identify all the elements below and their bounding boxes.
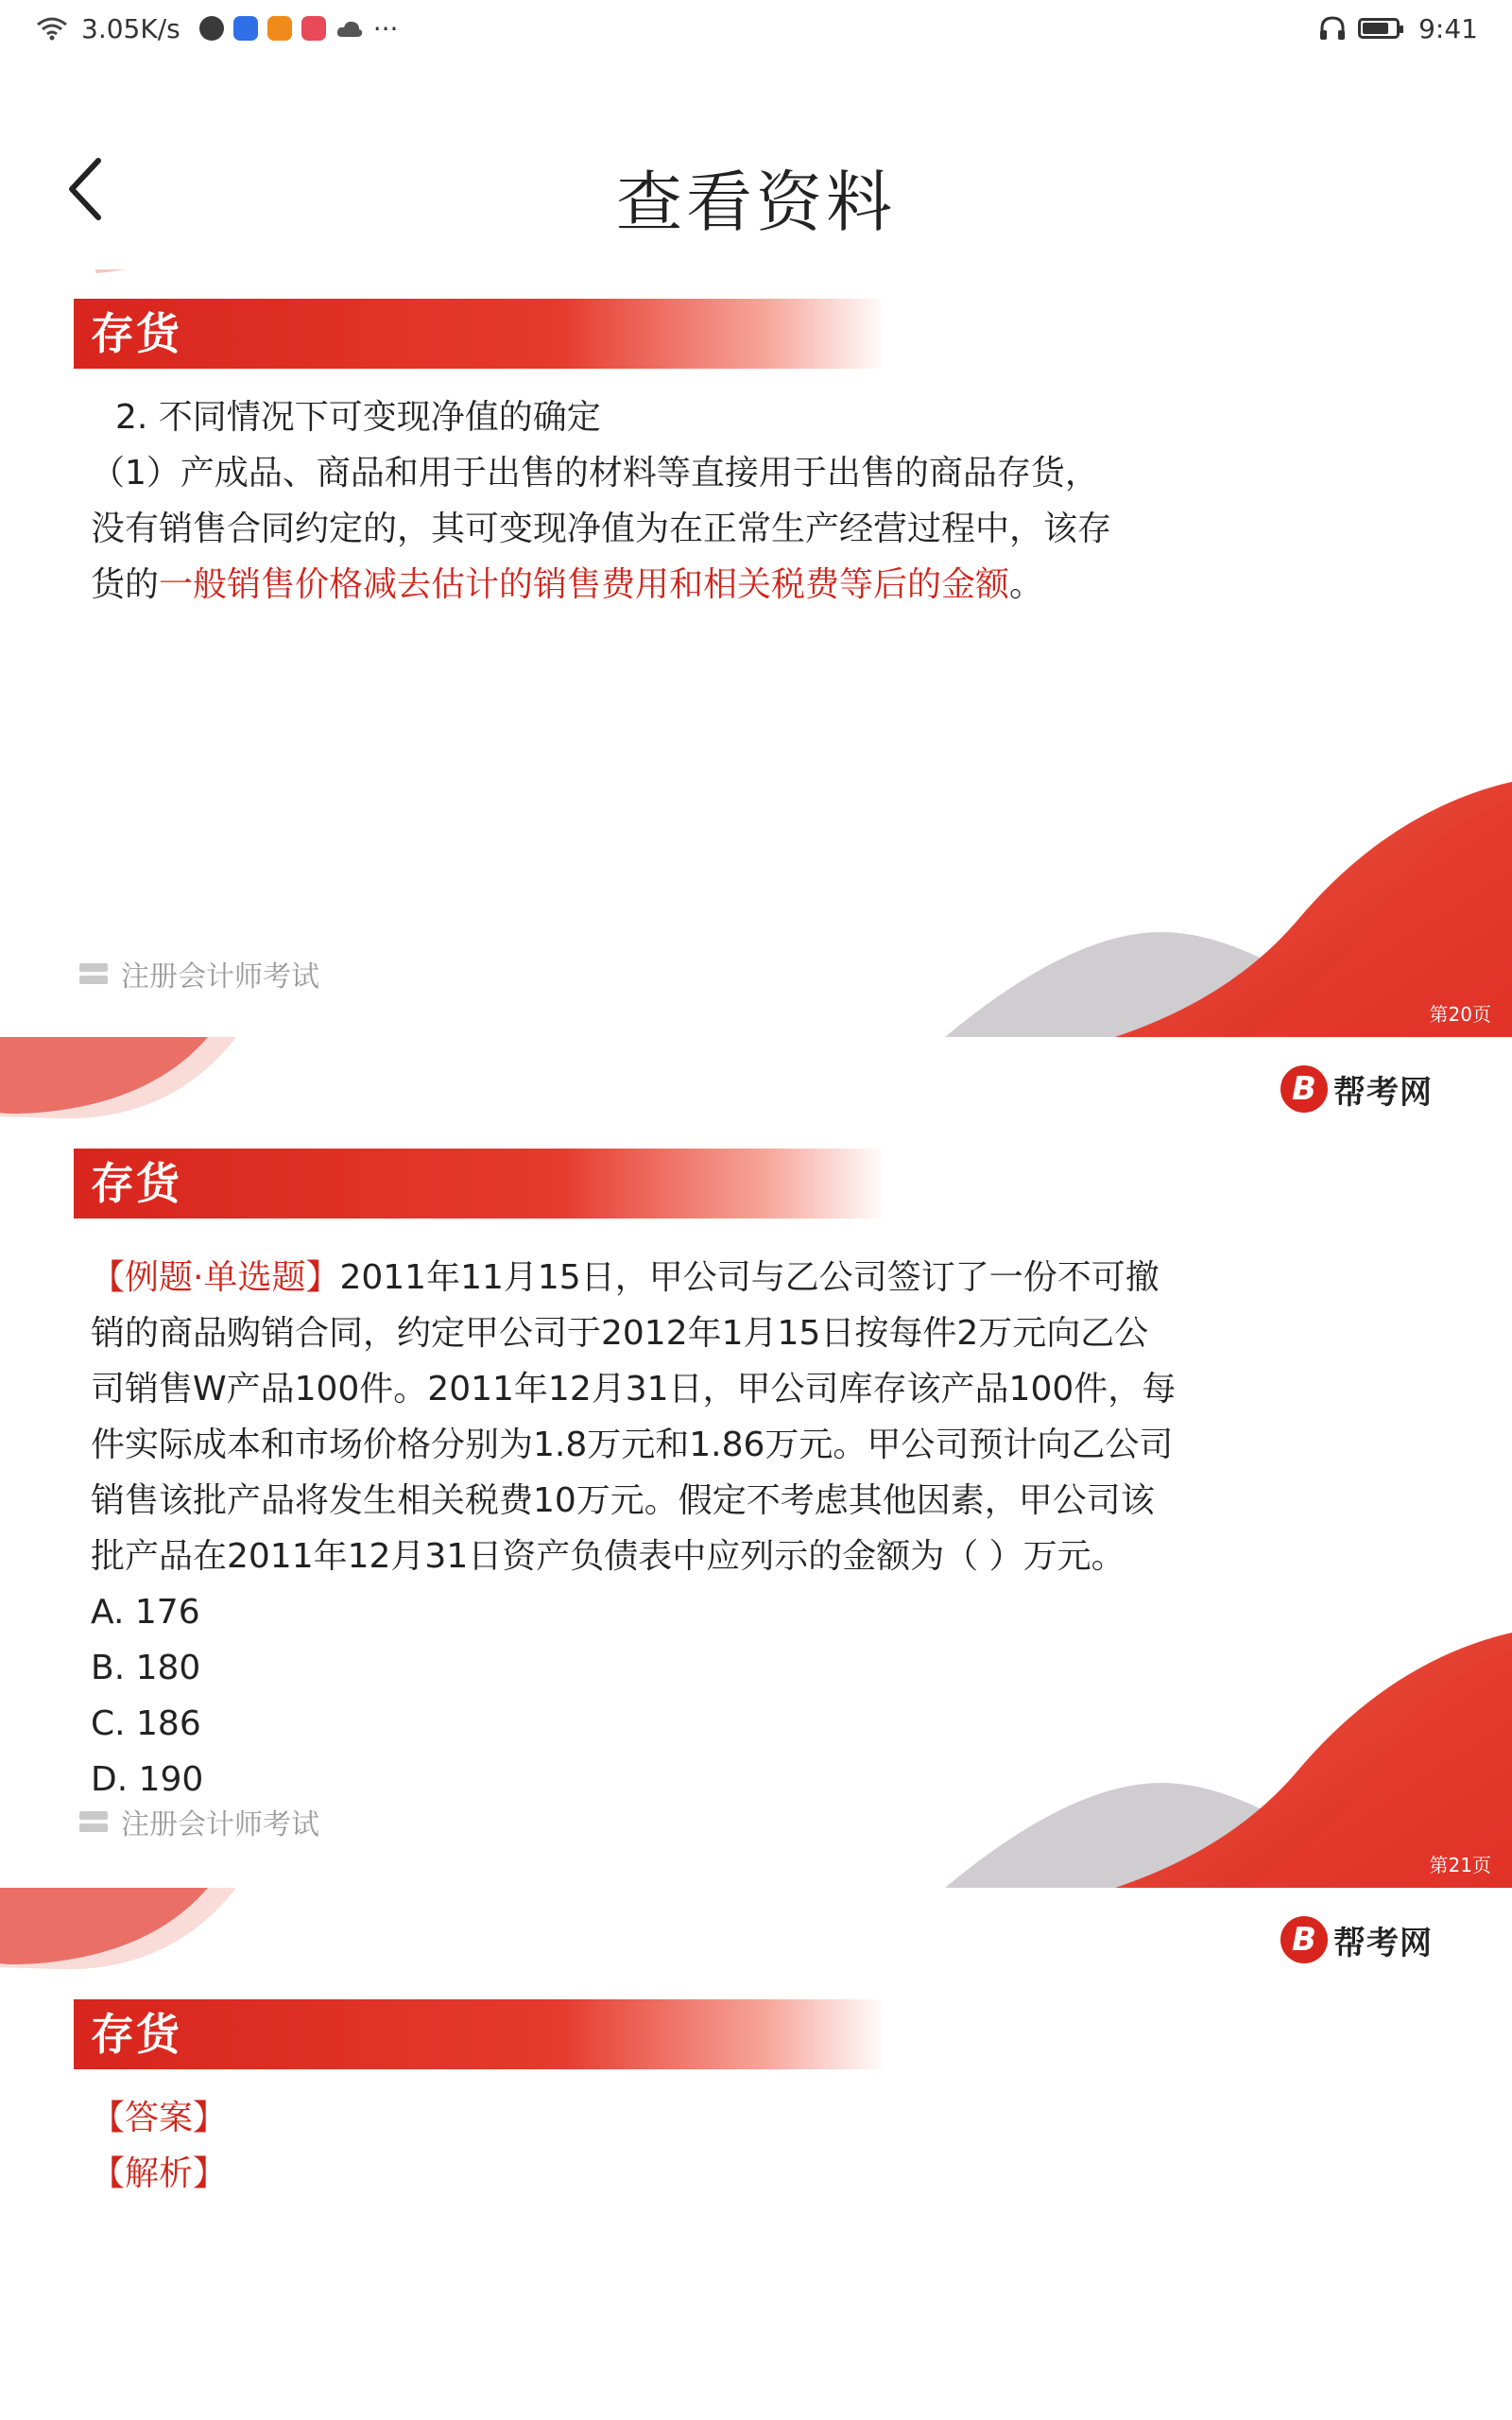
- wifi-icon: [36, 16, 68, 41]
- app-notification-icon: [301, 16, 326, 41]
- option-c: C. 186: [91, 1704, 201, 1743]
- app-header: [0, 113, 1512, 265]
- slide-20: [0, 269, 1512, 1037]
- text-line: 2. 不同情况下可变现净值的确定: [115, 398, 601, 437]
- slide-top-decoration: [0, 1888, 246, 1973]
- battery-icon: [1358, 18, 1400, 39]
- exam-footer-label: [79, 953, 319, 994]
- exam-footer-label: [79, 1801, 319, 1842]
- clock: 9:41: [1418, 12, 1478, 44]
- network-speed: 3.05K/s: [81, 12, 180, 44]
- status-left: [36, 11, 407, 45]
- text-line: 没有销售合同约定的，其可变现净值为在正常生产经营过程中，该存: [91, 510, 1112, 548]
- text-line: [91, 1250, 1225, 1305]
- book-stack-icon: [79, 961, 108, 986]
- status-right: [1318, 11, 1478, 45]
- brand-mark-icon: B: [1280, 1065, 1328, 1113]
- section-title-bar: 存货: [74, 1999, 886, 2069]
- exam-name: 注册会计师考试: [121, 960, 319, 994]
- exam-name: 注册会计师考试: [121, 1808, 319, 1841]
- text-line: 销的商品购销合同，约定甲公司于2012年1月15日按每件2万元向乙公: [91, 1314, 1149, 1353]
- answer-label: 【答案】: [91, 2099, 228, 2137]
- analysis-label: 【解析】: [91, 2154, 228, 2193]
- option-d: D. 190: [91, 1760, 204, 1799]
- slide-21: [0, 1037, 1512, 1888]
- status-bar: [0, 0, 1512, 57]
- app-notification-icon: [267, 16, 292, 41]
- option-a: A. 176: [91, 1593, 200, 1632]
- slide-top-decoration: [0, 269, 246, 288]
- text-segment: 2011年11月15日，甲公司与乙公司签订了一份不可撤: [339, 1258, 1160, 1297]
- highlighted-text: 一般销售价格减去估计的销售费用和相关税费等后的金额: [159, 565, 1010, 604]
- page-number: 第20页: [1429, 1003, 1491, 1026]
- text-line: 司销售W产品100件。2011年12月31日，甲公司库存该产品100件，每: [91, 1370, 1177, 1409]
- slide-22: [0, 1888, 1512, 2420]
- more-notifications: ···: [372, 12, 399, 44]
- brand-name: 帮考网: [1333, 1073, 1433, 1112]
- section-title-bar: 存货: [74, 1149, 886, 1219]
- corner-wave-decoration: [945, 1633, 1512, 1888]
- text-segment: 。: [1009, 565, 1044, 604]
- text-line: 批产品在2011年12月31日资产负债表中应列示的金额为（ ）万元。: [91, 1537, 1125, 1576]
- cloud-icon: [335, 18, 364, 39]
- app-notification-icon: [233, 16, 258, 41]
- headphones-icon: [1318, 15, 1347, 42]
- brand-mark-icon: B: [1280, 1916, 1328, 1963]
- text-line: （1）产成品、商品和用于出售的材料等直接用于出售的商品存货，: [91, 454, 1099, 493]
- section-title-bar: 存货: [74, 299, 886, 369]
- question-tag: 【例题·单选题】: [91, 1258, 340, 1297]
- brand-name: 帮考网: [1333, 1924, 1433, 1962]
- app-notification-icon: [199, 16, 224, 41]
- slide-top-decoration: [0, 1037, 246, 1122]
- text-line: 件实际成本和市场价格分别为1.8万元和1.86万元。甲公司预计向乙公司: [91, 1426, 1174, 1464]
- corner-wave-decoration: [945, 782, 1512, 1037]
- page-number: 第21页: [1429, 1854, 1491, 1876]
- slide-body-text: [91, 389, 1225, 613]
- book-stack-icon: [79, 1809, 108, 1834]
- text-segment: 货的: [91, 565, 160, 604]
- slide-body-text: [91, 2090, 1225, 2202]
- option-b: B. 180: [91, 1649, 201, 1687]
- page-title: 查看资料: [616, 164, 896, 241]
- text-line: 销售该批产品将发生相关税费10万元。假定不考虑其他因素，甲公司该: [91, 1481, 1155, 1520]
- text-line: [91, 557, 1225, 613]
- brand-logo: [1280, 1065, 1433, 1113]
- brand-logo: [1280, 1916, 1433, 1963]
